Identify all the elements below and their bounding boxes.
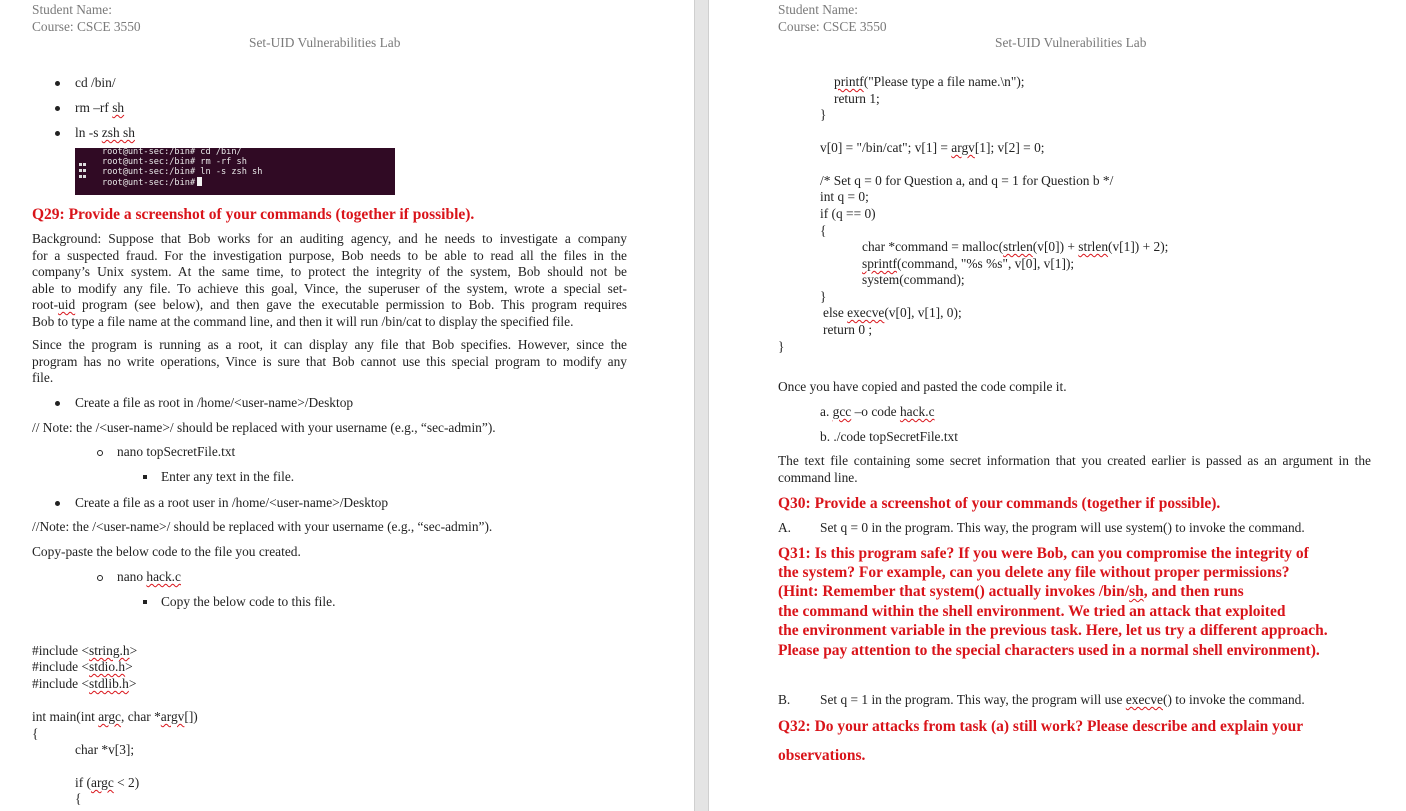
terminal-line: root@unt-sec:/bin# — [102, 177, 202, 188]
code-system: system(command); — [862, 272, 965, 287]
code-close-brace: } — [778, 339, 785, 354]
nano-hack-command: nano hack.c — [117, 569, 181, 584]
note-username-2: //Note: the /<user-name>/ should be replaced with your username (e.g., “sec-admin”). — [32, 519, 493, 534]
compile-step-a: a. gcc –o code hack.c — [820, 404, 935, 419]
code-return-0: return 0 ; — [823, 322, 873, 337]
item-b-label: B. — [778, 692, 791, 707]
code-include-string: #include <string.h> — [32, 643, 138, 658]
code-main-signature: int main(int argc, char *argv[]) — [32, 709, 198, 724]
since-paragraph: Since the program is running as a root, it can display any file that Bob specifies. However, since the program has no write operations, Vince is sure that Bob cannot use this special program to modify any file. — [32, 337, 627, 385]
student-name-header: Student Name: — [778, 2, 858, 17]
question-32-line: Q32: Do your attacks from task (a) still work? Please describe and explain your — [778, 718, 1304, 735]
code-int-q: int q = 0; — [820, 189, 869, 204]
code-malloc: char *command = malloc(strlen(v[0]) + strlen(v[1]) + 2); — [862, 239, 1169, 254]
code-include-stdlib: #include <stdlib.h> — [32, 676, 137, 691]
page-gutter — [694, 0, 709, 811]
create-file-step-1: Create a file as root in /home/<user-name>/Desktop — [75, 395, 354, 410]
code-open-brace: { — [32, 726, 39, 741]
code-open-brace: { — [820, 223, 827, 238]
code-else-execve: else execve(v[0], v[1], 0); — [823, 305, 962, 320]
command-cd: cd /bin/ — [75, 75, 116, 90]
item-a-text: Set q = 0 in the program. This way, the program will use system() to invoke the command. — [820, 520, 1305, 535]
code-sprintf: sprintf(command, "%s %s", v[0], v[1]); — [862, 256, 1075, 271]
note-username-1: // Note: the /<user-name>/ should be replaced with your username (e.g., “sec-admin”). — [32, 420, 496, 435]
circle-bullet-icon — [97, 575, 103, 581]
item-a-label: A. — [778, 520, 792, 535]
square-bullet-icon — [143, 600, 147, 604]
enter-text-step: Enter any text in the file. — [161, 469, 295, 484]
text-file-paragraph: The text file containing some secret information that you created earlier is passed as an argument in the command line. — [778, 453, 1371, 485]
code-declaration: char *v[3]; — [75, 742, 135, 757]
square-bullet-icon — [143, 475, 147, 479]
command-ln: ln -s zsh sh — [75, 125, 135, 140]
question-31-line: the system? For example, can you delete any file without proper permissions? — [778, 564, 1290, 581]
code-if-argc: if (argc < 2) — [75, 775, 140, 790]
code-comment: /* Set q = 0 for Question a, and q = 1 for Question b */ — [820, 173, 1114, 188]
copy-paste-instruction: Copy-paste the below code to the file you created. — [32, 544, 301, 559]
cursor-icon — [197, 177, 202, 186]
bullet-icon — [55, 501, 60, 506]
bullet-icon — [55, 131, 60, 136]
lab-title-header: Set-UID Vulnerabilities Lab — [995, 35, 1147, 50]
question-31-line: Please pay attention to the special characters used in a normal shell environment). — [778, 642, 1320, 659]
code-printf: printf("Please type a file name.\n"); — [834, 74, 1025, 89]
question-31-line: the environment variable in the previous task. Here, let us try a different approach. — [778, 622, 1328, 639]
create-file-step-2: Create a file as a root user in /home/<user-name>/Desktop — [75, 495, 389, 510]
code-if-brace: { — [75, 791, 82, 806]
lab-title-header: Set-UID Vulnerabilities Lab — [249, 35, 401, 50]
question-29: Q29: Provide a screenshot of your commands (together if possible). — [32, 206, 475, 223]
question-31-line: the command within the shell environment. We tried an attack that exploited — [778, 603, 1286, 620]
copy-code-step: Copy the below code to this file. — [161, 594, 336, 609]
circle-bullet-icon — [97, 450, 103, 456]
terminal-line: root@unt-sec:/bin# cd /bin/ — [102, 148, 242, 157]
code-close-brace: } — [820, 107, 827, 122]
compile-instruction: Once you have copied and pasted the code compile it. — [778, 379, 1067, 394]
code-assign-args: v[0] = "/bin/cat"; v[1] = argv[1]; v[2] = 0; — [820, 140, 1045, 155]
terminal-line: root@unt-sec:/bin# rm -rf sh — [102, 157, 247, 167]
course-header: Course: CSCE 3550 — [32, 19, 141, 34]
terminal-line: root@unt-sec:/bin# ln -s zsh sh — [102, 167, 263, 177]
question-31-line: Q31: Is this program safe? If you were Bob, can you compromise the integrity of — [778, 545, 1309, 562]
background-paragraph: Background: Suppose that Bob works for an auditing agency, and he needs to investigate a company for a suspected fraud. For the investigation purpose, Bob needs to be able to read all the files in the company’s Unix system. At the same time, to protect the integrity of the system, Bob should not be able to modify any file. To achieve this goal, Vince, the superuser of the system, wrote a special set- root-uid program (see below), and then gave the executable permission to Bob. This program requires Bob to type a file name at the command line, and then it will run /bin/cat to display the specified file. — [32, 231, 627, 329]
student-name-header: Student Name: — [32, 2, 112, 17]
item-b-text: Set q = 1 in the program. This way, the program will use execve() to invoke the command. — [820, 692, 1305, 707]
command-rm: rm –rf sh — [75, 100, 125, 115]
grip-dots-icon — [79, 163, 89, 181]
question-30: Q30: Provide a screenshot of your commands (together if possible). — [778, 495, 1221, 512]
document-page-right — [709, 0, 1406, 811]
question-32-line: observations. — [778, 747, 866, 764]
nano-secret-command: nano topSecretFile.txt — [117, 444, 236, 459]
code-close-brace: } — [820, 289, 827, 304]
bullet-icon — [55, 81, 60, 86]
code-if-q: if (q == 0) — [820, 206, 876, 221]
bullet-icon — [55, 106, 60, 111]
question-31-line: (Hint: Remember that system() actually invokes /bin/sh, and then runs — [778, 583, 1244, 600]
bullet-icon — [55, 401, 60, 406]
compile-step-b: b. ./code topSecretFile.txt — [820, 429, 958, 444]
course-header: Course: CSCE 3550 — [778, 19, 887, 34]
code-return-1: return 1; — [834, 91, 880, 106]
code-include-stdio: #include <stdio.h> — [32, 659, 133, 674]
document-page-left — [0, 0, 694, 811]
terminal-screenshot — [75, 148, 395, 195]
